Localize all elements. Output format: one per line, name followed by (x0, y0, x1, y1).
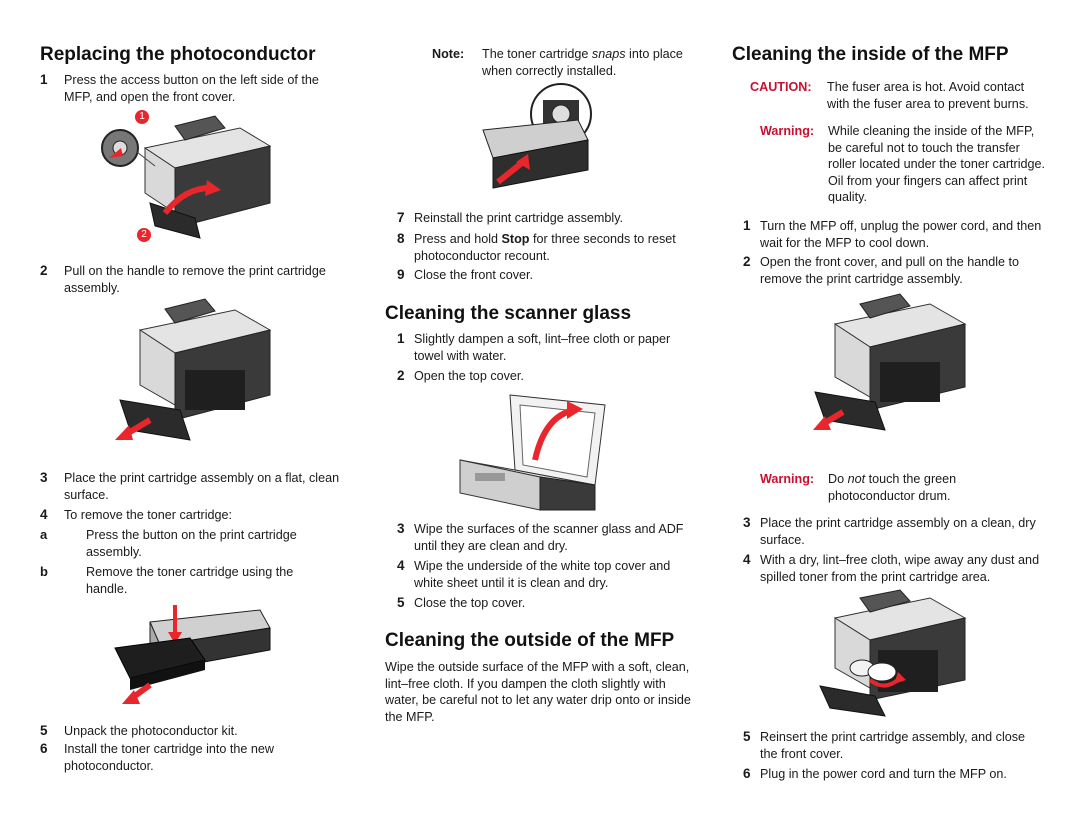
inside-step-6 (743, 766, 1045, 783)
printer-remove-cartridge-illustration (805, 292, 975, 442)
step-text: Press the access button on the left side of the MFP, and open the front cover. (64, 73, 319, 104)
note-text: The toner cartridge snaps into place when correctly installed. (482, 47, 683, 78)
step-9 (397, 267, 697, 284)
step-number: 1 (40, 72, 48, 87)
scanner-step-5 (397, 595, 697, 612)
step-number: 7 (397, 210, 405, 225)
step-text: Unpack the photoconductor kit. (64, 724, 238, 738)
step-number: 5 (397, 595, 405, 610)
step-number: 4 (397, 558, 405, 573)
step-number: 2 (397, 368, 405, 383)
step-number: 8 (397, 231, 405, 246)
step-text: Turn the MFP off, unplug the power cord, and then wait for the MFP to cool down. (760, 219, 1042, 250)
inside-step-3 (743, 515, 1045, 548)
step-1 (40, 72, 350, 105)
note (432, 46, 702, 79)
step-text: To remove the toner cartridge: (64, 508, 232, 522)
step-5 (40, 723, 350, 740)
step-4a (40, 527, 330, 560)
step-number: 6 (743, 766, 751, 781)
step-number: 2 (40, 263, 48, 278)
printer-remove-cartridge-illustration (105, 295, 285, 455)
step-4b (40, 564, 330, 597)
toner-snap-illustration (478, 80, 608, 195)
warning-text: Do not touch the green photoconductor drum. (828, 472, 957, 503)
step-8 (397, 231, 697, 264)
callout-number: 1 (135, 110, 149, 124)
step-text: With a dry, lint–free cloth, wipe away any dust and spilled toner from the print cartridge area. (760, 553, 1040, 584)
scanner-step-4 (397, 558, 697, 591)
step-text: Close the front cover. (414, 268, 534, 282)
outside-paragraph: Wipe the outside surface of the MFP with a soft, clean, lint–free cloth. If you dampen the cloth slightly with water, be careful not to let any water drip onto or inside the MFP. (385, 660, 691, 724)
step-number: 3 (40, 470, 48, 485)
step-number: 4 (40, 507, 48, 522)
toner-cartridge-removal-illustration (110, 600, 280, 712)
caution-text: The fuser area is hot. Avoid contact with the fuser area to prevent burns. (827, 80, 1029, 111)
inside-step-2 (743, 254, 1045, 287)
step-3 (40, 470, 350, 503)
step-number: 3 (743, 515, 751, 530)
step-2 (40, 263, 350, 296)
step-number: 1 (743, 218, 751, 233)
wipe-cartridge-area-illustration (810, 588, 975, 720)
warning (760, 123, 1045, 206)
step-text: Remove the toner cartridge using the handle. (86, 565, 294, 596)
step-number: 1 (397, 331, 405, 346)
step-text: Plug in the power cord and turn the MFP on. (760, 767, 1007, 781)
step-number: 4 (743, 552, 751, 567)
step-text: Close the top cover. (414, 596, 526, 610)
section-title-scanner-glass: Cleaning the scanner glass (385, 303, 632, 324)
warning-label: Warning: (760, 124, 815, 138)
caution-label: CAUTION: (750, 80, 812, 94)
printer-open-front-cover-illustration (95, 108, 295, 258)
step-text: Reinsert the print cartridge assembly, and close the front cover. (760, 730, 1026, 761)
section-title-replacing-photoconductor: Replacing the photoconductor (40, 44, 316, 65)
caution (750, 79, 1045, 112)
note-label: Note: (432, 47, 465, 61)
step-number: 6 (40, 741, 48, 756)
step-text: Install the toner cartridge into the new photoconductor. (64, 742, 275, 773)
step-text: Reinstall the print cartridge assembly. (414, 211, 624, 225)
step-text: Pull on the handle to remove the print cartridge assembly. (64, 264, 326, 295)
inside-step-5 (743, 729, 1045, 762)
step-7 (397, 210, 697, 227)
inside-step-4 (743, 552, 1045, 585)
step-text: Press and hold Stop for three seconds to reset photoconductor recount. (414, 232, 676, 263)
step-text: Wipe the underside of the white top cover and white sheet until it is clean and dry. (414, 559, 671, 590)
callout-number: 2 (137, 228, 151, 242)
scanner-step-2 (397, 368, 697, 385)
step-text: Wipe the surfaces of the scanner glass and ADF until they are clean and dry. (414, 522, 684, 553)
step-text: Open the front cover, and pull on the handle to remove the print cartridge assembly. (760, 255, 1020, 286)
open-top-cover-illustration (455, 385, 615, 520)
step-text: Slightly dampen a soft, lint–free cloth or paper towel with water. (414, 332, 671, 363)
section-title-cleaning-outside: Cleaning the outside of the MFP (385, 630, 675, 651)
section-title-cleaning-inside: Cleaning the inside of the MFP (732, 44, 1009, 65)
step-number: 5 (40, 723, 48, 738)
step-text: Open the top cover. (414, 369, 524, 383)
scanner-step-3 (397, 521, 697, 554)
warning-text: While cleaning the inside of the MFP, be careful not to touch the transfer roller located under the toner cartridge. Oil from your fingers can affect print quality. (828, 124, 1046, 204)
step-text: Place the print cartridge assembly on a clean, dry surface. (760, 516, 1036, 547)
step-text: Place the print cartridge assembly on a flat, clean surface. (64, 471, 340, 502)
step-letter: b (40, 564, 48, 579)
step-4 (40, 507, 350, 524)
step-number: 9 (397, 267, 405, 282)
step-text: Press the button on the print cartridge assembly. (86, 528, 297, 559)
step-6 (40, 741, 350, 774)
inside-step-1 (743, 218, 1045, 251)
warning-label: Warning: (760, 472, 815, 486)
step-letter: a (40, 527, 48, 542)
step-number: 5 (743, 729, 751, 744)
warning (760, 471, 1045, 504)
scanner-step-1 (397, 331, 697, 364)
step-number: 3 (397, 521, 405, 536)
step-number: 2 (743, 254, 751, 269)
